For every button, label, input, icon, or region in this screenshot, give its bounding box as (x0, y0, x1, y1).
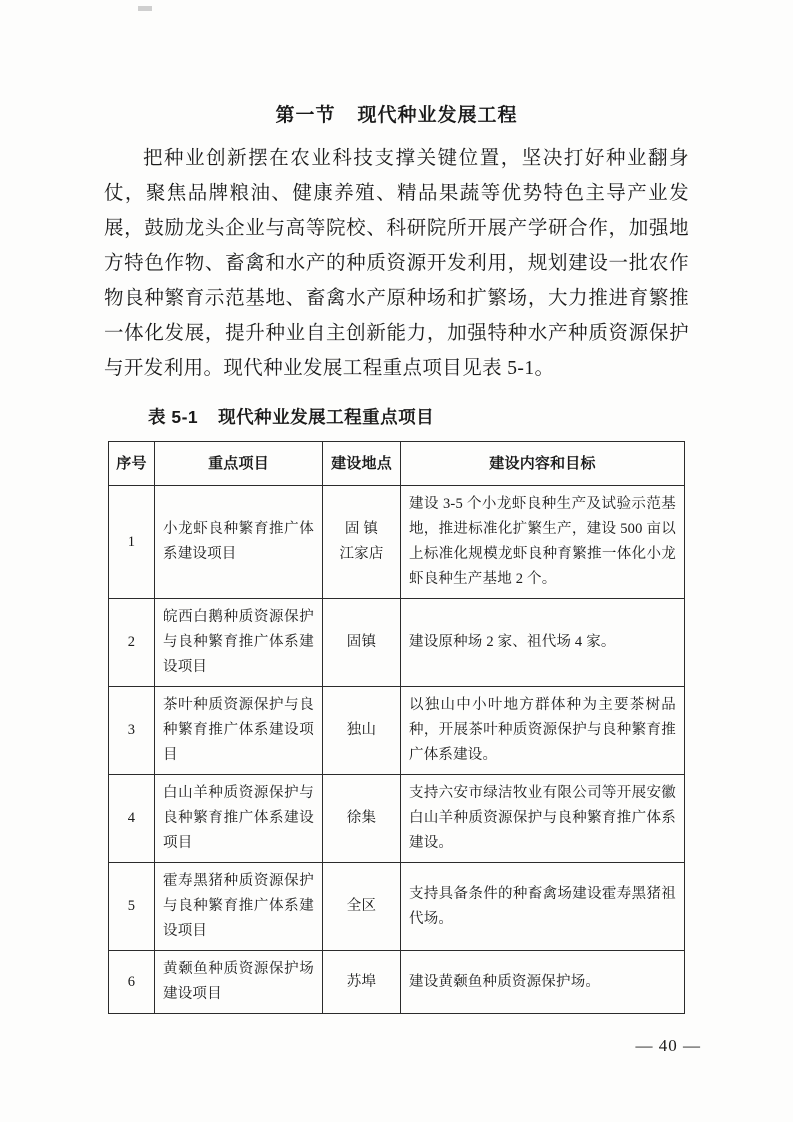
table-caption (148, 404, 689, 429)
table-row (109, 486, 685, 599)
cell-no: 5 (109, 863, 155, 951)
section-title-prefix: 第一节 (275, 105, 336, 126)
page-number: — 40 — (635, 1036, 701, 1055)
cell-project: 霍寿黑猪种质资源保护与良种繁育推广体系建设项目 (155, 863, 323, 951)
cell-content: 支持六安市绿洁牧业有限公司等开展安徽白山羊种质资源保护与良种繁育推广体系建设。 (401, 775, 685, 863)
table-body (109, 486, 685, 1014)
table-header-project: 重点项目 (155, 442, 323, 486)
table-row (109, 775, 685, 863)
cell-content: 建设 3-5 个小龙虾良种生产及试验示范基地，推进标准化扩繁生产，建设 500 亩以上标准化规模龙虾良种育繁推一体化小龙虾良种生产基地 2 个。 (401, 486, 685, 599)
cell-no: 2 (109, 599, 155, 687)
cell-no: 1 (109, 486, 155, 599)
cell-content: 建设黄颡鱼种质资源保护场。 (401, 951, 685, 1014)
cell-content: 支持具备条件的种畜禽场建设霍寿黑猪祖代场。 (401, 863, 685, 951)
table-header-row (109, 442, 685, 486)
cell-project: 白山羊种质资源保护与良种繁育推广体系建设项目 (155, 775, 323, 863)
cell-no: 4 (109, 775, 155, 863)
cell-project: 小龙虾良种繁育推广体系建设项目 (155, 486, 323, 599)
cell-location: 徐集 (323, 775, 401, 863)
cell-location: 全区 (323, 863, 401, 951)
table-row (109, 687, 685, 775)
table-row (109, 863, 685, 951)
cell-project: 黄颡鱼种质资源保护场建设项目 (155, 951, 323, 1014)
cell-location (323, 486, 401, 599)
cell-project: 茶叶种质资源保护与良种繁育推广体系建设项目 (155, 687, 323, 775)
table-head (109, 442, 685, 486)
table-row (109, 599, 685, 687)
cell-no: 3 (109, 687, 155, 775)
body-paragraph: 把种业创新摆在农业科技支撑关键位置，坚决打好种业翻身仗，聚焦品牌粮油、健康养殖、精品果蔬等优势特色主导产业发展，鼓励龙头企业与高等院校、科研院所开展产学研合作，加强地方特色作物、畜禽和水产的种质资源开发利用，规划建设一批农作物良种繁育示范基地、畜禽水产原种场和扩繁场，大力推进育繁推一体化发展，提升种业自主创新能力，加强特种水产种质资源保护与开发利用。现代种业发展工程重点项目见表 5-1。 (104, 148, 689, 379)
table-header-content: 建设内容和目标 (401, 442, 685, 486)
cell-no: 6 (109, 951, 155, 1014)
table-caption-label: 表 5-1 (148, 407, 199, 427)
table-header-no: 序号 (109, 442, 155, 486)
table-caption-title: 现代种业发展工程重点项目 (218, 407, 435, 427)
table-row (109, 951, 685, 1014)
cell-location: 苏埠 (323, 951, 401, 1014)
page-content (104, 100, 689, 1014)
cell-project: 皖西白鹅种质资源保护与良种繁育推广体系建设项目 (155, 599, 323, 687)
cell-location: 固镇 (323, 599, 401, 687)
table-header-location: 建设地点 (323, 442, 401, 486)
cell-location: 独山 (323, 687, 401, 775)
section-title (104, 100, 689, 127)
cell-location-line2: 江家店 (339, 546, 384, 562)
project-table (108, 441, 685, 1014)
cell-location-line1: 固 镇 (344, 521, 379, 537)
cell-content: 以独山中小叶地方群体种为主要茶树品种，开展茶叶种质资源保护与良种繁育推广体系建设。 (401, 687, 685, 775)
scan-artifact (138, 6, 152, 11)
cell-content: 建设原种场 2 家、祖代场 4 家。 (401, 599, 685, 687)
section-title-name: 现代种业发展工程 (357, 105, 518, 126)
